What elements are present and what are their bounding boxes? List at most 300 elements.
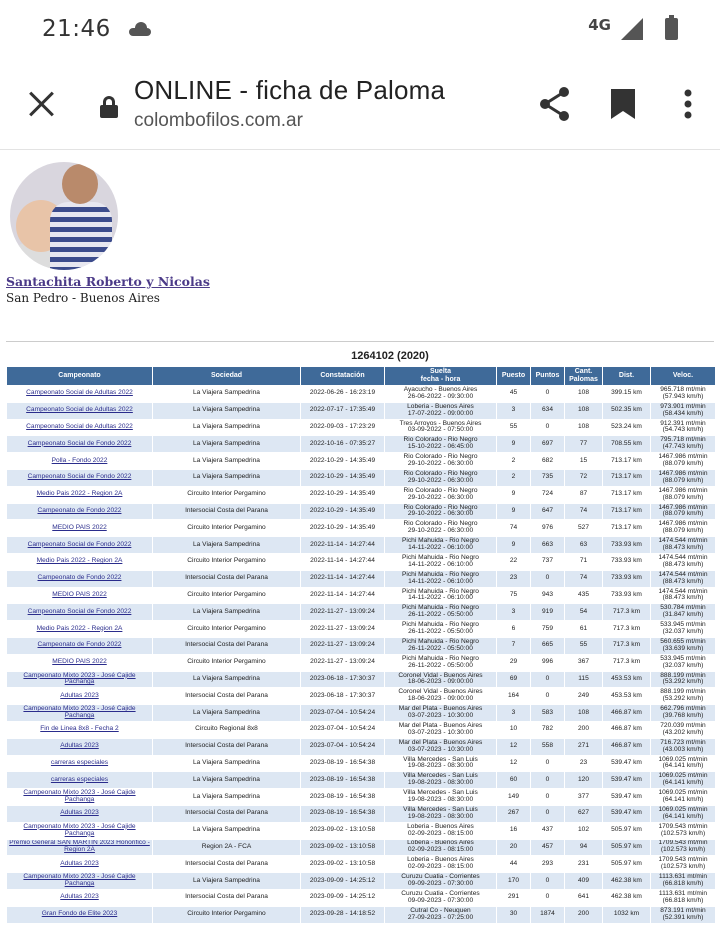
lock-icon[interactable] — [100, 96, 118, 118]
col-cant-palomas-cell: 108 — [565, 402, 603, 419]
col-sociedad-cell: Circuito Interior Pergamino — [153, 486, 301, 503]
col-suelta-cell: Pichi Mahuida - Rio Negro 14-11-2022 - 06:10:00 — [385, 587, 497, 604]
col-suelta-cell: Cutral Co - Neuquen 27-09-2023 - 07:25:00 — [385, 906, 497, 923]
col-sociedad-header: Sociedad — [153, 367, 301, 386]
col-puntos-cell: 737 — [531, 553, 565, 570]
col-cant-palomas-cell: 271 — [565, 738, 603, 755]
col-constatacion-cell: 2022-11-27 - 13:09:24 — [301, 621, 385, 638]
col-dist-cell: 733.93 km — [603, 537, 651, 554]
col-campeonato-cell[interactable]: Adultas 2023 — [7, 688, 153, 705]
col-puntos-cell: 0 — [531, 789, 565, 806]
col-puntos-cell: 663 — [531, 537, 565, 554]
col-constatacion-cell: 2023-08-19 - 16:54:38 — [301, 789, 385, 806]
page-domain: colombofilos.com.ar — [134, 110, 303, 131]
col-constatacion-cell: 2022-10-29 - 14:35:49 — [301, 453, 385, 470]
col-suelta-cell: Loberia - Buenos Aires 17-07-2022 - 09:00:00 — [385, 402, 497, 419]
col-sociedad-cell: Region 2A - FCA — [153, 839, 301, 856]
col-dist-cell: 733.93 km — [603, 553, 651, 570]
col-dist-cell: 539.47 km — [603, 789, 651, 806]
col-dist-cell: 539.47 km — [603, 805, 651, 822]
col-veloc-cell: 1474.544 mt/min (88.473 km/h) — [651, 537, 716, 554]
col-suelta-cell: Ayacucho - Buenos Aires 26-06-2022 - 09:30:00 — [385, 386, 497, 403]
col-campeonato-cell[interactable]: MEDIO PAIS 2022 — [7, 654, 153, 671]
col-suelta-cell: Loberia - Buenos Aires 02-09-2023 - 08:15:00 — [385, 822, 497, 839]
col-dist-cell: 502.35 km — [603, 402, 651, 419]
table-row — [7, 856, 716, 873]
col-sociedad-cell: Intersocial Costa del Parana — [153, 738, 301, 755]
col-campeonato-cell[interactable]: Campeonato Mixto 2023 - José Cajide Pachanga — [7, 705, 153, 722]
col-constatacion-cell: 2022-11-27 - 13:09:24 — [301, 637, 385, 654]
col-dist-cell: 453.53 km — [603, 671, 651, 688]
col-puntos-cell: 0 — [531, 889, 565, 906]
col-veloc-cell: 1069.025 mt/min (64.141 km/h) — [651, 805, 716, 822]
col-veloc-cell: 1474.544 mt/min (88.473 km/h) — [651, 553, 716, 570]
col-campeonato-cell[interactable]: Campeonato Social de Fondo 2022 — [7, 537, 153, 554]
table-row — [7, 402, 716, 419]
col-suelta-cell: Villa Mercedes - San Luis 19-08-2023 - 08:30:00 — [385, 789, 497, 806]
col-veloc-cell: 1113.631 mt/min (66.818 km/h) — [651, 889, 716, 906]
col-puesto-cell: 6 — [497, 621, 531, 638]
col-puesto-cell: 267 — [497, 805, 531, 822]
page-title: ONLINE - ficha de Paloma — [134, 75, 446, 105]
col-constatacion-cell: 2022-11-14 - 14:27:44 — [301, 537, 385, 554]
col-dist-cell: 713.17 km — [603, 503, 651, 520]
col-cant-palomas-cell: 367 — [565, 654, 603, 671]
col-puesto-cell: 20 — [497, 839, 531, 856]
col-dist-cell: 713.17 km — [603, 486, 651, 503]
col-suelta-cell: Pichi Mahuida - Rio Negro 26-11-2022 - 05:50:00 — [385, 637, 497, 654]
col-puesto-cell: 45 — [497, 386, 531, 403]
col-cant-palomas-cell: 115 — [565, 671, 603, 688]
col-dist-cell: 453.53 km — [603, 688, 651, 705]
col-dist-cell: 733.93 km — [603, 587, 651, 604]
col-dist-cell: 717.3 km — [603, 654, 651, 671]
col-sociedad-cell: La Viajera Sampedrina — [153, 436, 301, 453]
divider — [6, 341, 714, 342]
col-suelta-cell: Mar del Plata - Buenos Aires 03-07-2023 - 10:30:00 — [385, 705, 497, 722]
col-veloc-cell: 973.901 mt/min (58.434 km/h) — [651, 402, 716, 419]
col-puesto-cell: 9 — [497, 436, 531, 453]
col-suelta-cell: Tres Arroyos - Buenos Aires 03-09-2022 - 07:50:00 — [385, 419, 497, 436]
col-cant-palomas-cell: 72 — [565, 469, 603, 486]
col-constatacion-cell: 2023-08-19 - 16:54:38 — [301, 772, 385, 789]
col-campeonato-cell[interactable]: Campeonato Social de Adultas 2022 — [7, 386, 153, 403]
col-suelta-cell: Villa Mercedes - San Luis 19-08-2023 - 08:30:00 — [385, 772, 497, 789]
col-dist-cell: 717.3 km — [603, 621, 651, 638]
col-sociedad-cell: Intersocial Costa del Parana — [153, 856, 301, 873]
table-row — [7, 520, 716, 537]
col-suelta-cell: Rio Colorado - Rio Negro 29-10-2022 - 06:30:00 — [385, 469, 497, 486]
col-puntos-cell: 759 — [531, 621, 565, 638]
col-dist-cell: 466.87 km — [603, 721, 651, 738]
col-puntos-cell: 558 — [531, 738, 565, 755]
col-campeonato-cell[interactable]: MEDIO PAIS 2022 — [7, 587, 153, 604]
col-puesto-cell: 12 — [497, 738, 531, 755]
col-cant-palomas-cell: 77 — [565, 436, 603, 453]
table-row — [7, 486, 716, 503]
table-row — [7, 705, 716, 722]
col-campeonato-cell[interactable]: Polla - Fondo 2022 — [7, 453, 153, 470]
col-puesto-cell: 164 — [497, 688, 531, 705]
col-campeonato-cell[interactable]: Medio Pais 2022 - Region 2A — [7, 621, 153, 638]
col-suelta-cell: Coronel Vidal - Buenos Aires 18-06-2023 - 09:00:00 — [385, 688, 497, 705]
col-sociedad-cell: La Viajera Sampedrina — [153, 453, 301, 470]
share-icon[interactable] — [538, 86, 572, 122]
col-suelta-cell: Pichi Mahuida - Rio Negro 26-11-2022 - 05:50:00 — [385, 654, 497, 671]
col-sociedad-cell: La Viajera Sampedrina — [153, 604, 301, 621]
col-cant-palomas-cell: 55 — [565, 637, 603, 654]
col-constatacion-cell: 2022-09-03 - 17:23:29 — [301, 419, 385, 436]
owner-location: San Pedro - Buenos Aires — [6, 291, 160, 305]
col-puesto-cell: 29 — [497, 654, 531, 671]
col-dist-cell: 717.3 km — [603, 637, 651, 654]
col-campeonato-cell[interactable]: Campeonato Mixto 2023 - José Cajide Pachanga — [7, 789, 153, 806]
table-row — [7, 839, 716, 856]
col-cant-palomas-cell: 627 — [565, 805, 603, 822]
col-dist-cell: 708.55 km — [603, 436, 651, 453]
col-suelta-cell: Coronel Vidal - Buenos Aires 18-06-2023 - 09:00:00 — [385, 671, 497, 688]
col-cant-palomas-cell: 120 — [565, 772, 603, 789]
col-veloc-cell: 912.391 mt/min (54.743 km/h) — [651, 419, 716, 436]
col-suelta-cell: Rio Colorado - Rio Negro 15-10-2022 - 06:45:00 — [385, 436, 497, 453]
col-cant-palomas-cell: 200 — [565, 721, 603, 738]
col-campeonato-cell[interactable]: Campeonato Social de Adultas 2022 — [7, 402, 153, 419]
table-row — [7, 604, 716, 621]
col-campeonato-cell[interactable]: Campeonato Social de Fondo 2022 — [7, 604, 153, 621]
col-cant-palomas-cell: 200 — [565, 906, 603, 923]
ring-number: 1264102 (2020) — [351, 350, 429, 362]
col-sociedad-cell: Circuito Interior Pergamino — [153, 553, 301, 570]
col-veloc-cell: 1709.543 mt/min (102.573 km/h) — [651, 856, 716, 873]
col-puntos-cell: 782 — [531, 721, 565, 738]
col-puntos-cell: 919 — [531, 604, 565, 621]
table-row — [7, 621, 716, 638]
col-suelta-cell: Pichi Mahuida - Rio Negro 14-11-2022 - 06:10:00 — [385, 553, 497, 570]
col-veloc-cell: 1474.544 mt/min (88.473 km/h) — [651, 587, 716, 604]
col-sociedad-cell: Intersocial Costa del Parana — [153, 570, 301, 587]
col-dist-cell: 1032 km — [603, 906, 651, 923]
col-constatacion-cell: 2023-08-19 - 16:54:38 — [301, 755, 385, 772]
col-cant-palomas-cell: 641 — [565, 889, 603, 906]
col-campeonato-cell[interactable]: Campeonato de Fondo 2022 — [7, 637, 153, 654]
col-campeonato-cell[interactable]: Adultas 2023 — [7, 805, 153, 822]
col-sociedad-cell: La Viajera Sampedrina — [153, 822, 301, 839]
col-sociedad-cell: Circuito Interior Pergamino — [153, 621, 301, 638]
col-constatacion-cell: 2022-11-27 - 13:09:24 — [301, 654, 385, 671]
col-campeonato-cell[interactable]: Campeonato Mixto 2023 - José Cajide Pachanga — [7, 822, 153, 839]
table-row — [7, 503, 716, 520]
col-constatacion-cell: 2023-08-19 - 16:54:38 — [301, 805, 385, 822]
col-puntos-cell: 724 — [531, 486, 565, 503]
col-veloc-cell: 888.199 mt/min (53.292 km/h) — [651, 671, 716, 688]
col-dist-cell: 539.47 km — [603, 755, 651, 772]
col-cant-palomas-cell: 108 — [565, 386, 603, 403]
browser-toolbar — [0, 58, 720, 150]
battery-icon — [665, 18, 678, 40]
col-suelta-cell: Mar del Plata - Buenos Aires 03-07-2023 - 10:30:00 — [385, 721, 497, 738]
table-row — [7, 570, 716, 587]
col-puesto-cell: 60 — [497, 772, 531, 789]
table-row — [7, 805, 716, 822]
col-suelta-cell: Pichi Mahuida - Rio Negro 26-11-2022 - 05:50:00 — [385, 621, 497, 638]
col-veloc-cell: 533.945 mt/min (32.037 km/h) — [651, 654, 716, 671]
col-cant-palomas-cell: 409 — [565, 873, 603, 890]
col-constatacion-cell: 2022-11-14 - 14:27:44 — [301, 553, 385, 570]
col-dist-header: Dist. — [603, 367, 651, 386]
col-puntos-cell: 0 — [531, 772, 565, 789]
col-puesto-cell: 69 — [497, 671, 531, 688]
col-cant-palomas-cell: 15 — [565, 453, 603, 470]
col-suelta-cell: Loberia - Buenos Aires 02-09-2023 - 08:15:00 — [385, 856, 497, 873]
col-constatacion-cell: 2023-09-02 - 13:10:58 — [301, 839, 385, 856]
col-sociedad-cell: La Viajera Sampedrina — [153, 755, 301, 772]
col-veloc-cell: 1467.986 mt/min (88.079 km/h) — [651, 503, 716, 520]
col-constatacion-cell: 2022-11-27 - 13:09:24 — [301, 604, 385, 621]
col-constatacion-cell: 2023-07-04 - 10:54:24 — [301, 721, 385, 738]
table-row — [7, 453, 716, 470]
col-cant-palomas-cell: 74 — [565, 570, 603, 587]
col-campeonato-cell[interactable]: MEDIO PAIS 2022 — [7, 520, 153, 537]
col-cant-palomas-cell: 527 — [565, 520, 603, 537]
col-puntos-cell: 0 — [531, 671, 565, 688]
col-cant-palomas-cell: 102 — [565, 822, 603, 839]
col-constatacion-cell: 2023-09-09 - 14:25:12 — [301, 873, 385, 890]
table-row — [7, 436, 716, 453]
url-bar[interactable] — [134, 75, 538, 132]
close-icon[interactable] — [28, 90, 56, 118]
col-campeonato-cell[interactable]: Adultas 2023 — [7, 889, 153, 906]
col-puntos-cell: 735 — [531, 469, 565, 486]
col-cant-palomas-cell: 108 — [565, 705, 603, 722]
col-puesto-cell: 3 — [497, 604, 531, 621]
col-veloc-cell: 716.723 mt/min (43.003 km/h) — [651, 738, 716, 755]
col-puesto-cell: 2 — [497, 469, 531, 486]
col-campeonato-cell[interactable]: Campeonato Social de Fondo 2022 — [7, 469, 153, 486]
col-campeonato-cell[interactable]: Gran Fondo de Elite 2023 — [7, 906, 153, 923]
col-sociedad-cell: La Viajera Sampedrina — [153, 873, 301, 890]
col-constatacion-cell: 2023-07-04 - 10:54:24 — [301, 705, 385, 722]
col-campeonato-cell[interactable]: Campeonato Mixto 2023 - José Cajide Pachanga — [7, 671, 153, 688]
col-constatacion-cell: 2022-10-29 - 14:35:49 — [301, 486, 385, 503]
col-puesto-cell: 10 — [497, 721, 531, 738]
table-row — [7, 553, 716, 570]
col-puesto-cell: 2 — [497, 453, 531, 470]
col-campeonato-cell[interactable]: Fin de Linea 8x8 - Fecha 2 — [7, 721, 153, 738]
col-puesto-cell: 9 — [497, 486, 531, 503]
col-cant-palomas-cell: 63 — [565, 537, 603, 554]
col-sociedad-cell: Intersocial Costa del Parana — [153, 503, 301, 520]
col-veloc-cell: 965.718 mt/min (57.943 km/h) — [651, 386, 716, 403]
col-veloc-cell: 1467.986 mt/min (88.079 km/h) — [651, 453, 716, 470]
col-veloc-cell: 1467.986 mt/min (88.079 km/h) — [651, 486, 716, 503]
col-suelta-cell: Loberia - Buenos Aires 02-09-2023 - 08:15:00 — [385, 839, 497, 856]
col-cant-palomas-cell: 71 — [565, 553, 603, 570]
col-puesto-cell: 16 — [497, 822, 531, 839]
col-veloc-cell: 1113.631 mt/min (66.818 km/h) — [651, 873, 716, 890]
col-puesto-cell: 3 — [497, 402, 531, 419]
col-campeonato-cell[interactable]: Premio General SAN MARTIN 2023 Honorifico - Region 2A — [7, 839, 153, 856]
col-suelta-cell: Rio Colorado - Rio Negro 29-10-2022 - 06:30:00 — [385, 453, 497, 470]
col-puntos-cell: 0 — [531, 570, 565, 587]
col-sociedad-cell: Intersocial Costa del Parana — [153, 805, 301, 822]
col-dist-cell: 505.97 km — [603, 822, 651, 839]
col-constatacion-cell: 2023-06-18 - 17:30:37 — [301, 688, 385, 705]
col-constatacion-cell: 2022-11-14 - 14:27:44 — [301, 587, 385, 604]
status-bar — [0, 0, 720, 58]
col-cant-palomas-cell: 54 — [565, 604, 603, 621]
col-puntos-cell: 976 — [531, 520, 565, 537]
col-sociedad-cell: La Viajera Sampedrina — [153, 402, 301, 419]
col-puntos-cell: 996 — [531, 654, 565, 671]
col-dist-cell: 733.93 km — [603, 570, 651, 587]
col-constatacion-cell: 2023-06-18 - 17:30:37 — [301, 671, 385, 688]
col-veloc-cell: 530.784 mt/min (31.847 km/h) — [651, 604, 716, 621]
col-sociedad-cell: Intersocial Costa del Parana — [153, 637, 301, 654]
col-veloc-cell: 873.191 mt/min (52.391 km/h) — [651, 906, 716, 923]
col-suelta-cell: Villa Mercedes - San Luis 19-08-2023 - 08:30:00 — [385, 755, 497, 772]
col-sociedad-cell: Circuito Interior Pergamino — [153, 520, 301, 537]
col-campeonato-cell[interactable]: Adultas 2023 — [7, 856, 153, 873]
col-puesto-cell: 22 — [497, 553, 531, 570]
clock: 21:46 — [42, 16, 111, 42]
col-puesto-cell: 9 — [497, 537, 531, 554]
col-veloc-cell: 1069.025 mt/min (64.141 km/h) — [651, 789, 716, 806]
col-cant-palomas-cell: 94 — [565, 839, 603, 856]
col-puesto-cell: 149 — [497, 789, 531, 806]
col-cant-palomas-cell: 23 — [565, 755, 603, 772]
owner-avatar — [10, 162, 118, 270]
col-campeonato-cell[interactable]: Campeonato de Fondo 2022 — [7, 503, 153, 520]
col-puesto-cell: 3 — [497, 705, 531, 722]
col-veloc-cell: 1474.544 mt/min (88.473 km/h) — [651, 570, 716, 587]
col-puesto-cell: 75 — [497, 587, 531, 604]
col-campeonato-cell[interactable]: Campeonato de Fondo 2022 — [7, 570, 153, 587]
col-constatacion-cell: 2023-09-28 - 14:18:52 — [301, 906, 385, 923]
col-dist-cell: 523.24 km — [603, 419, 651, 436]
col-dist-cell: 462.38 km — [603, 889, 651, 906]
col-puntos-cell: 634 — [531, 402, 565, 419]
col-veloc-cell: 560.655 mt/min (33.639 km/h) — [651, 637, 716, 654]
col-campeonato-cell[interactable]: Campeonato Social de Adultas 2022 — [7, 419, 153, 436]
col-constatacion-cell: 2022-10-29 - 14:35:49 — [301, 503, 385, 520]
col-puesto-header: Puesto — [497, 367, 531, 386]
col-puntos-cell: 0 — [531, 873, 565, 890]
col-campeonato-cell[interactable]: Campeonato Mixto 2023 - José Cajide Pachanga — [7, 873, 153, 890]
col-dist-cell: 539.47 km — [603, 772, 651, 789]
col-sociedad-cell: Intersocial Costa del Parana — [153, 889, 301, 906]
col-sociedad-cell: Circuito Interior Pergamino — [153, 587, 301, 604]
col-sociedad-cell: La Viajera Sampedrina — [153, 537, 301, 554]
table-row — [7, 637, 716, 654]
col-cant-palomas-cell: 231 — [565, 856, 603, 873]
col-veloc-cell: 795.718 mt/min (47.743 km/h) — [651, 436, 716, 453]
col-constatacion-cell: 2022-11-14 - 14:27:44 — [301, 570, 385, 587]
col-constatacion-cell: 2023-09-09 - 14:25:12 — [301, 889, 385, 906]
col-veloc-cell: 533.945 mt/min (32.037 km/h) — [651, 621, 716, 638]
col-dist-cell: 713.17 km — [603, 469, 651, 486]
col-cant-palomas-cell: 108 — [565, 419, 603, 436]
col-cant-palomas-cell: 377 — [565, 789, 603, 806]
col-campeonato-cell[interactable]: carreras especiales — [7, 755, 153, 772]
col-veloc-cell: 720.039 mt/min (43.202 km/h) — [651, 721, 716, 738]
col-dist-cell: 399.15 km — [603, 386, 651, 403]
col-puesto-cell: 12 — [497, 755, 531, 772]
col-puntos-cell: 647 — [531, 503, 565, 520]
col-sociedad-cell: La Viajera Sampedrina — [153, 469, 301, 486]
table-row — [7, 386, 716, 403]
col-campeonato-header: Campeonato — [7, 367, 153, 386]
owner-name-link[interactable]: Santachita Roberto y Nicolas — [6, 274, 210, 289]
table-row — [7, 789, 716, 806]
col-puntos-cell: 665 — [531, 637, 565, 654]
col-campeonato-cell[interactable]: Adultas 2023 — [7, 738, 153, 755]
col-constatacion-cell: 2022-06-26 - 16:23:19 — [301, 386, 385, 403]
table-row — [7, 419, 716, 436]
col-suelta-header: Suelta fecha - hora — [385, 367, 497, 386]
table-header — [7, 367, 716, 386]
col-veloc-cell: 1467.986 mt/min (88.079 km/h) — [651, 520, 716, 537]
col-campeonato-cell[interactable]: Medio Pais 2022 - Region 2A — [7, 486, 153, 503]
col-puntos-cell: 457 — [531, 839, 565, 856]
col-veloc-cell: 1467.986 mt/min (88.079 km/h) — [651, 469, 716, 486]
col-cant-palomas-cell: 249 — [565, 688, 603, 705]
col-puesto-cell: 9 — [497, 503, 531, 520]
col-campeonato-cell[interactable]: carreras especiales — [7, 772, 153, 789]
col-campeonato-cell[interactable]: Campeonato Social de Fondo 2022 — [7, 436, 153, 453]
col-constatacion-cell: 2022-10-29 - 14:35:49 — [301, 469, 385, 486]
col-constatacion-cell: 2022-07-17 - 17:35:49 — [301, 402, 385, 419]
col-puntos-cell: 1874 — [531, 906, 565, 923]
col-puesto-cell: 7 — [497, 637, 531, 654]
col-dist-cell: 466.87 km — [603, 738, 651, 755]
table-row — [7, 671, 716, 688]
table-row — [7, 688, 716, 705]
col-dist-cell: 717.3 km — [603, 604, 651, 621]
col-puntos-cell: 943 — [531, 587, 565, 604]
col-constatacion-cell: 2023-07-04 - 10:54:24 — [301, 738, 385, 755]
col-constatacion-cell: 2022-10-29 - 14:35:49 — [301, 520, 385, 537]
table-row — [7, 873, 716, 890]
col-suelta-cell: Rio Colorado - Rio Negro 29-10-2022 - 06:30:00 — [385, 486, 497, 503]
results-table — [6, 366, 716, 924]
col-dist-cell: 713.17 km — [603, 520, 651, 537]
col-sociedad-cell: Circuito Interior Pergamino — [153, 906, 301, 923]
table-row — [7, 469, 716, 486]
col-dist-cell: 462.38 km — [603, 873, 651, 890]
col-suelta-cell: Pichi Mahuida - Rio Negro 14-11-2022 - 06:10:00 — [385, 570, 497, 587]
col-campeonato-cell[interactable]: Medio Pais 2022 - Region 2A — [7, 553, 153, 570]
col-puesto-cell: 170 — [497, 873, 531, 890]
col-sociedad-cell: Circuito Interior Pergamino — [153, 654, 301, 671]
bookmark-icon[interactable] — [610, 88, 636, 120]
col-puntos-header: Puntos — [531, 367, 565, 386]
col-puntos-cell: 0 — [531, 755, 565, 772]
col-puesto-cell: 44 — [497, 856, 531, 873]
col-sociedad-cell: Intersocial Costa del Parana — [153, 688, 301, 705]
col-puntos-cell: 437 — [531, 822, 565, 839]
col-cant-palomas-cell: 435 — [565, 587, 603, 604]
cloud-icon — [127, 22, 153, 36]
signal-icon — [621, 18, 643, 40]
col-suelta-cell: Rio Colorado - Rio Negro 29-10-2022 - 06:30:00 — [385, 520, 497, 537]
col-puesto-cell: 23 — [497, 570, 531, 587]
more-vert-icon[interactable] — [684, 89, 692, 119]
col-puesto-cell: 30 — [497, 906, 531, 923]
col-sociedad-cell: Circuito Regional 8x8 — [153, 721, 301, 738]
col-dist-cell: 505.97 km — [603, 839, 651, 856]
col-puntos-cell: 293 — [531, 856, 565, 873]
col-suelta-cell: Pichi Mahuida - Rio Negro 26-11-2022 - 05:50:00 — [385, 604, 497, 621]
